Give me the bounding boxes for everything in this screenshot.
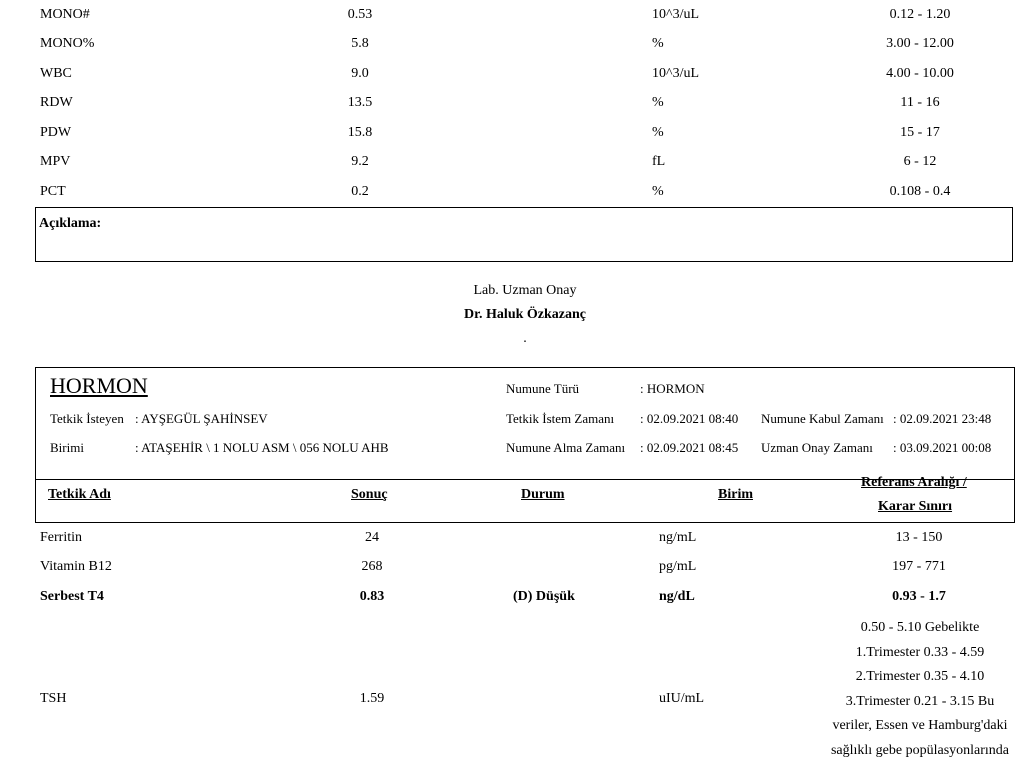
sample-time-label: Numune Alma Zamanı: [506, 440, 625, 456]
approve-time-value: : 03.09.2021 00:08: [893, 440, 991, 456]
approving-doctor: Dr. Haluk Özkazanç: [0, 307, 1024, 323]
test-result: 9.2: [320, 154, 400, 170]
test-range: 3.00 - 12.00: [840, 36, 1000, 52]
test-range: 197 - 771: [839, 559, 999, 575]
test-name: WBC: [40, 66, 72, 82]
test-unit: 10^3/uL: [652, 66, 699, 82]
test-range: 0.93 - 1.7: [839, 589, 999, 605]
test-unit: 10^3/uL: [652, 7, 699, 23]
reference-line: 3.Trimester 0.21 - 3.15 Bu: [800, 690, 1024, 715]
test-result: 0.2: [320, 184, 400, 200]
approval-dot: .: [0, 331, 1024, 347]
test-unit: %: [652, 125, 664, 141]
test-name: TSH: [40, 691, 66, 707]
test-result: 24: [332, 530, 412, 546]
accept-time-label: Numune Kabul Zamanı: [761, 411, 884, 427]
test-result: 0.83: [332, 589, 412, 605]
test-name: Vitamin B12: [40, 559, 112, 575]
column-header-reference: Referans Aralığı /: [861, 475, 967, 491]
test-result: 5.8: [320, 36, 400, 52]
test-result: 9.0: [320, 66, 400, 82]
test-result: 268: [332, 559, 412, 575]
approve-time-label: Uzman Onay Zamanı: [761, 440, 873, 456]
sample-time-value: : 02.09.2021 08:45: [640, 440, 738, 456]
column-header-test: Tetkik Adı: [48, 487, 111, 503]
explanation-box: [35, 207, 1013, 262]
test-unit: %: [652, 36, 664, 52]
table-row-abnormal: [0, 589, 1024, 609]
table-row: [0, 36, 1024, 56]
test-result: 15.8: [320, 125, 400, 141]
unit-value: : ATAŞEHİR \ 1 NOLU ASM \ 056 NOLU AHB: [135, 440, 389, 456]
test-range: 4.00 - 10.00: [840, 66, 1000, 82]
test-unit: ng/dL: [659, 589, 695, 605]
column-header-decision-limit: Karar Sınırı: [878, 499, 952, 515]
table-row: [0, 559, 1024, 579]
sample-type-label: Numune Türü: [506, 381, 579, 397]
test-range: 0.108 - 0.4: [840, 184, 1000, 200]
test-range: 15 - 17: [840, 125, 1000, 141]
test-unit: ng/mL: [659, 530, 696, 546]
approval-title: Lab. Uzman Onay: [0, 283, 1024, 299]
reference-line: 2.Trimester 0.35 - 4.10: [800, 665, 1024, 690]
test-name: MONO#: [40, 7, 90, 23]
table-row: [0, 154, 1024, 174]
table-row: [0, 95, 1024, 115]
test-name: Ferritin: [40, 530, 82, 546]
test-name: MONO%: [40, 36, 94, 52]
column-header-result: Sonuç: [351, 487, 388, 503]
unit-label: Birimi: [50, 440, 84, 456]
test-unit: %: [652, 184, 664, 200]
accept-time-value: : 02.09.2021 23:48: [893, 411, 991, 427]
table-row: [0, 530, 1024, 550]
tsh-reference-text: [800, 616, 1024, 763]
test-result: 1.59: [332, 691, 412, 707]
reference-line: 0.50 - 5.10 Gebelikte: [800, 616, 1024, 641]
test-status: (D) Düşük: [513, 589, 575, 605]
test-name: Serbest T4: [40, 589, 104, 605]
test-range: 0.12 - 1.20: [840, 7, 1000, 23]
table-row: [0, 66, 1024, 86]
test-range: 13 - 150: [839, 530, 999, 546]
column-header-unit: Birim: [718, 487, 753, 503]
table-row: [0, 7, 1024, 27]
requester-label: Tetkik İsteyen: [50, 411, 124, 427]
test-result: 0.53: [320, 7, 400, 23]
section-title: HORMON: [50, 373, 148, 399]
test-range: 6 - 12: [840, 154, 1000, 170]
table-row: [0, 125, 1024, 145]
reference-line: veriler, Essen ve Hamburg'daki: [800, 714, 1024, 739]
column-header-status: Durum: [521, 487, 565, 503]
table-row: [0, 184, 1024, 204]
test-unit: pg/mL: [659, 559, 696, 575]
reference-line: 1.Trimester 0.33 - 4.59: [800, 641, 1024, 666]
sample-type-value: : HORMON: [640, 381, 705, 397]
request-time-label: Tetkik İstem Zamanı: [506, 411, 614, 427]
test-unit: uIU/mL: [659, 691, 704, 707]
explanation-label: Açıklama:: [39, 216, 101, 232]
test-range: 11 - 16: [840, 95, 1000, 111]
test-name: PCT: [40, 184, 66, 200]
reference-line: sağlıklı gebe popülasyonlarında: [800, 739, 1024, 763]
test-unit: fL: [652, 154, 665, 170]
test-name: RDW: [40, 95, 73, 111]
test-unit: %: [652, 95, 664, 111]
requester-value: : AYŞEGÜL ŞAHİNSEV: [135, 411, 268, 427]
test-result: 13.5: [320, 95, 400, 111]
test-name: MPV: [40, 154, 70, 170]
request-time-value: : 02.09.2021 08:40: [640, 411, 738, 427]
test-name: PDW: [40, 125, 71, 141]
